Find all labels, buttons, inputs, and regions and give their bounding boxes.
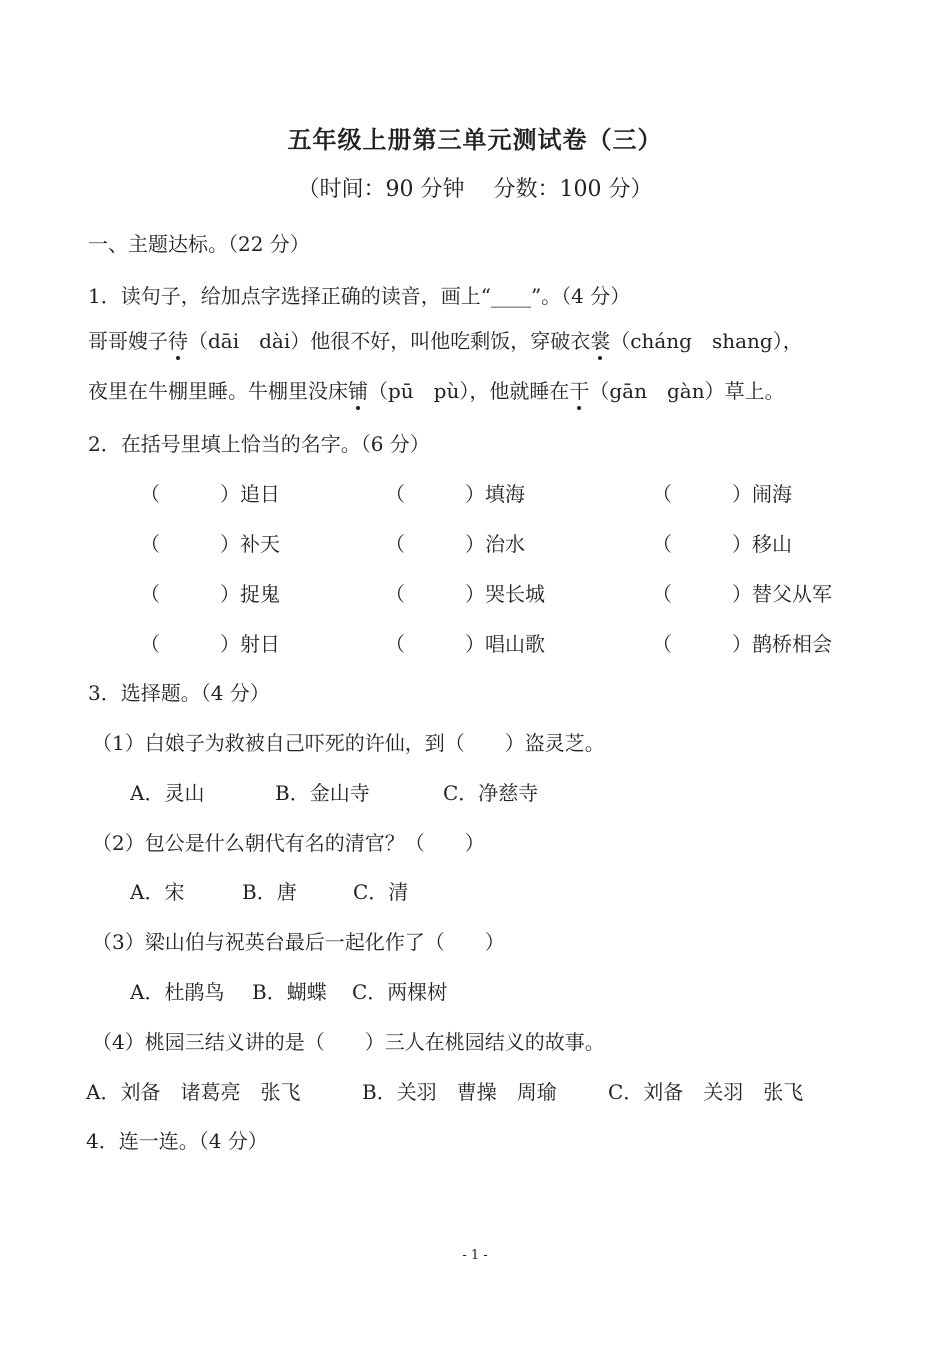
fill-blank-item: （ ）鹊桥相会 <box>652 632 832 656</box>
sub-question-2: （2）包公是什么朝代有名的清官？（ ） <box>92 831 485 855</box>
text: 夜里在牛棚里睡。牛棚里没床 <box>88 379 348 403</box>
fill-blank-item: （ ）追日 <box>140 482 280 506</box>
dotted-char: 待 <box>168 325 188 354</box>
fill-blank-item: （ ）唱山歌 <box>385 632 545 656</box>
option-b: B．关羽 曹操 周瑜 <box>362 1080 557 1104</box>
option-a: A．刘备 诸葛亮 张飞 <box>86 1080 301 1104</box>
question-1-line-1 <box>88 325 803 354</box>
exam-info: （时间：90 分钟 分数：100 分） <box>297 177 653 202</box>
option-c: C．两棵树 <box>352 980 448 1004</box>
text: 哥哥嫂子 <box>88 329 168 353</box>
fill-blank-item: （ ）补天 <box>140 532 280 556</box>
question-3-heading: 3．选择题。（4 分） <box>88 681 270 705</box>
option-a: A．杜鹃鸟 <box>130 980 225 1004</box>
option-b: B．唐 <box>242 880 297 904</box>
question-2-heading: 2．在括号里填上恰当的名字。（6 分） <box>88 432 430 456</box>
sub-question-4: （4）桃园三结义讲的是（ ）三人在桃园结义的故事。 <box>92 1030 605 1054</box>
question-4-heading: 4．连一连。（4 分） <box>86 1129 268 1153</box>
dotted-char: 铺 <box>348 375 368 404</box>
option-a: A．灵山 <box>130 781 205 805</box>
fill-blank-item: （ ）闹海 <box>652 482 792 506</box>
option-c: C．净慈寺 <box>443 781 539 805</box>
fill-blank-item: （ ）射日 <box>140 632 280 656</box>
fill-blank-item: （ ）治水 <box>385 532 525 556</box>
page-number: - 1 - <box>462 1248 488 1263</box>
option-a: A．宋 <box>130 880 185 904</box>
option-b: B．蝴蝶 <box>252 980 327 1004</box>
page-title: 五年级上册第三单元测试卷（三） <box>287 125 663 154</box>
text: （dāi dài）他很不好，叫他吃剩饭，穿破衣 <box>188 329 591 353</box>
sub-question-1: （1）白娘子为救被自己吓死的许仙，到（ ）盗灵芝。 <box>92 731 605 755</box>
text: （gān gàn）草上。 <box>589 379 785 403</box>
fill-blank-item: （ ）捉鬼 <box>140 582 280 606</box>
fill-blank-item: （ ）哭长城 <box>385 582 545 606</box>
dotted-char: 裳 <box>590 325 610 354</box>
sub-question-3: （3）梁山伯与祝英台最后一起化作了（ ） <box>92 930 505 954</box>
fill-blank-item: （ ）替父从军 <box>652 582 832 606</box>
fill-blank-item: （ ）移山 <box>652 532 792 556</box>
question-1-line-2 <box>88 375 785 404</box>
question-1-heading: 1．读句子，给加点字选择正确的读音，画上“____”。（4 分） <box>88 284 631 308</box>
option-b: B．金山寺 <box>275 781 370 805</box>
option-c: C．刘备 关羽 张飞 <box>608 1080 804 1104</box>
section-heading: 一、主题达标。（22 分） <box>88 232 310 256</box>
fill-blank-item: （ ）填海 <box>385 482 525 506</box>
text: （cháng shang）， <box>610 329 803 353</box>
text: （pū pù），他就睡在 <box>368 379 570 403</box>
dotted-char: 干 <box>569 375 589 404</box>
option-c: C．清 <box>353 880 409 904</box>
